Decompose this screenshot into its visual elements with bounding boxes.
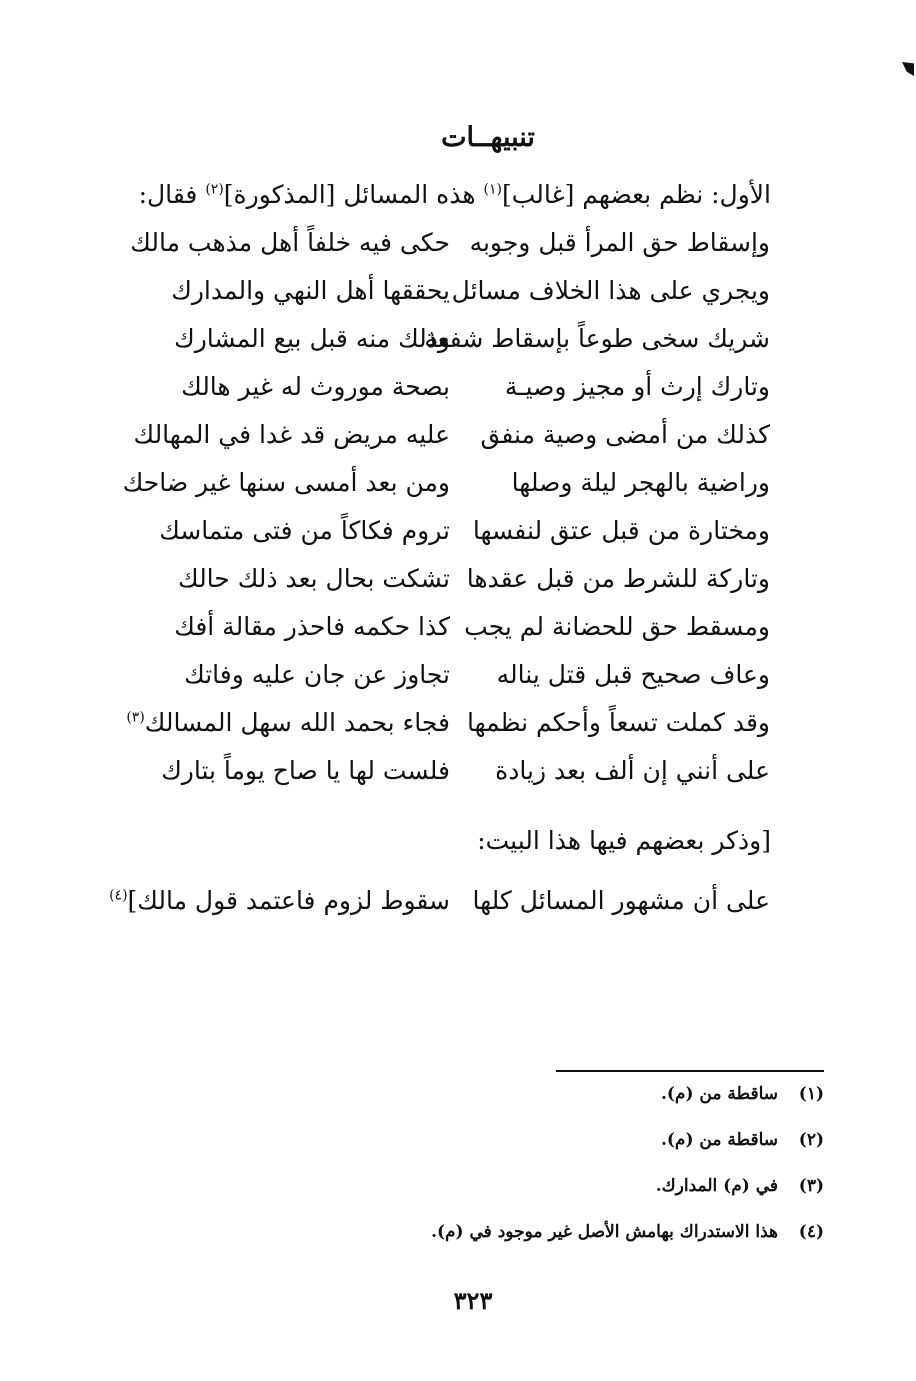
added-note-line: [وذكر بعضهم فيها هذا البيت:	[477, 826, 771, 855]
verse-first-hemistich: شريك سخى طوعاً بإسقاط شفعة	[424, 324, 770, 353]
added-verse-line	[109, 886, 780, 934]
verse-second-hemistich	[181, 372, 450, 401]
verse-second-hemistich	[134, 420, 451, 449]
verse-second-text: عليه مريض قد غدا في المهالك	[133, 420, 450, 449]
verse-second-hemistich	[171, 276, 450, 305]
intro-text-middle: هذه المسائل [المذكورة]	[223, 180, 484, 209]
footnotes-list	[224, 1084, 824, 1268]
poem-verses	[122, 228, 780, 804]
verse-second-hemistich	[123, 468, 450, 497]
verse-second-text: حكى فيه خلفاً أهل مذهب مالك	[130, 228, 450, 257]
footnote-text: هذا الاستدراك بهامش الأصل غير موجود في (م).	[431, 1222, 778, 1242]
verse-line	[150, 276, 780, 324]
verse-line	[150, 372, 780, 420]
verse-first-hemistich: على أنني إن ألف بعد زيادة	[495, 756, 770, 785]
verse-second-hemistich	[159, 516, 450, 545]
verse-first-hemistich: كذلك من أمضى وصية منفق	[480, 420, 770, 449]
verse-line	[150, 660, 780, 708]
footnote-number: (١)	[798, 1084, 824, 1104]
footnote-item	[224, 1222, 824, 1268]
verse-second-hemistich	[174, 324, 450, 353]
verse-second-text: تشكت بحال بعد ذلك حالك	[178, 564, 450, 593]
verse-first-hemistich: وإسقاط حق المرأ قبل وجوبه	[469, 228, 770, 257]
verse-first-hemistich: وقد كملت تسعاً وأحكم نظمها	[466, 708, 770, 737]
verse-second-text: يحققها أهل النهي والمدارك	[171, 276, 450, 305]
added-verse-second-hemistich	[109, 886, 450, 915]
verse-first-hemistich: وراضية بالهجر ليلة وصلها	[511, 468, 770, 497]
intro-text-start: الأول: نظم بعضهم [غالب]	[501, 180, 771, 209]
verse-line	[150, 564, 780, 612]
verse-first-hemistich: وعاف صحيح قبل قتل يناله	[496, 660, 770, 689]
page-heading: تنبيهــات	[441, 122, 535, 153]
verse-line	[150, 756, 780, 804]
footnote-item	[224, 1176, 824, 1222]
verse-second-hemistich	[184, 660, 450, 689]
verse-first-hemistich: ويجري على هذا الخلاف مسائل	[451, 276, 770, 305]
footnote-text: ساقطة من (م).	[660, 1130, 778, 1150]
verse-second-text: وذلك منه قبل بيع المشارك	[174, 324, 450, 353]
footnote-ref-2: (٢)	[205, 181, 224, 198]
page-corner-mark	[902, 62, 914, 76]
verse-line	[126, 708, 780, 756]
verse-line	[130, 228, 780, 276]
verse-line	[150, 324, 780, 372]
footnote-number: (٢)	[798, 1130, 824, 1150]
verse-line	[133, 420, 780, 468]
footnote-ref-4: (٤)	[109, 887, 128, 904]
added-verse-first-hemistich: على أن مشهور المسائل كلها	[472, 886, 770, 915]
verse-second-text: تجاوز عن جان عليه وفاتك	[184, 660, 450, 689]
verse-second-text: فجاء بحمد الله سهل المسالك	[144, 708, 450, 737]
footnote-item	[224, 1084, 824, 1130]
intro-text-end: فقال:	[138, 180, 206, 209]
verse-second-text: تروم فكاكاً من فتى متماسك	[159, 516, 450, 545]
verse-second-hemistich	[174, 612, 450, 641]
verse-second-hemistich	[126, 708, 450, 737]
footnote-text: ساقطة من (م).	[660, 1084, 778, 1104]
verse-first-hemistich: وتارك إرث أو مجيز وصيـة	[504, 372, 770, 401]
verse-first-hemistich: ومسقط حق للحضانة لم يجب	[464, 612, 770, 641]
verse-first-hemistich: ومختارة من قبل عتق لنفسها	[472, 516, 770, 545]
footnote-number: (٤)	[798, 1222, 824, 1242]
verse-second-hemistich	[130, 228, 450, 257]
verse-line	[150, 612, 780, 660]
verse-second-hemistich	[178, 564, 450, 593]
verse-line	[150, 516, 780, 564]
verse-second-text: بصحة موروث له غير هالك	[181, 372, 450, 401]
footnote-ref-1: (١)	[483, 181, 502, 198]
verse-footnote-ref: (٣)	[126, 709, 145, 726]
verse-second-text: كذا حكمه فاحذر مقالة أفك	[174, 612, 450, 641]
added-verse-second-text: سقوط لزوم فاعتمد قول مالك]	[127, 886, 450, 915]
footnote-text: في (م) المدارك.	[655, 1176, 778, 1196]
verse-second-text: ومن بعد أمسى سنها غير ضاحك	[122, 468, 450, 497]
verse-second-hemistich	[161, 756, 450, 785]
footnote-separator-line	[556, 1070, 824, 1072]
verse-line	[122, 468, 780, 516]
footnote-item	[224, 1130, 824, 1176]
footnote-number: (٣)	[798, 1176, 824, 1196]
verse-first-hemistich: وتاركة للشرط من قبل عقدها	[466, 564, 770, 593]
page-number: ٣٢٣	[453, 1286, 493, 1315]
verse-second-text: فلست لها يا صاح يوماً بتارك	[161, 756, 450, 785]
intro-line	[131, 180, 771, 209]
